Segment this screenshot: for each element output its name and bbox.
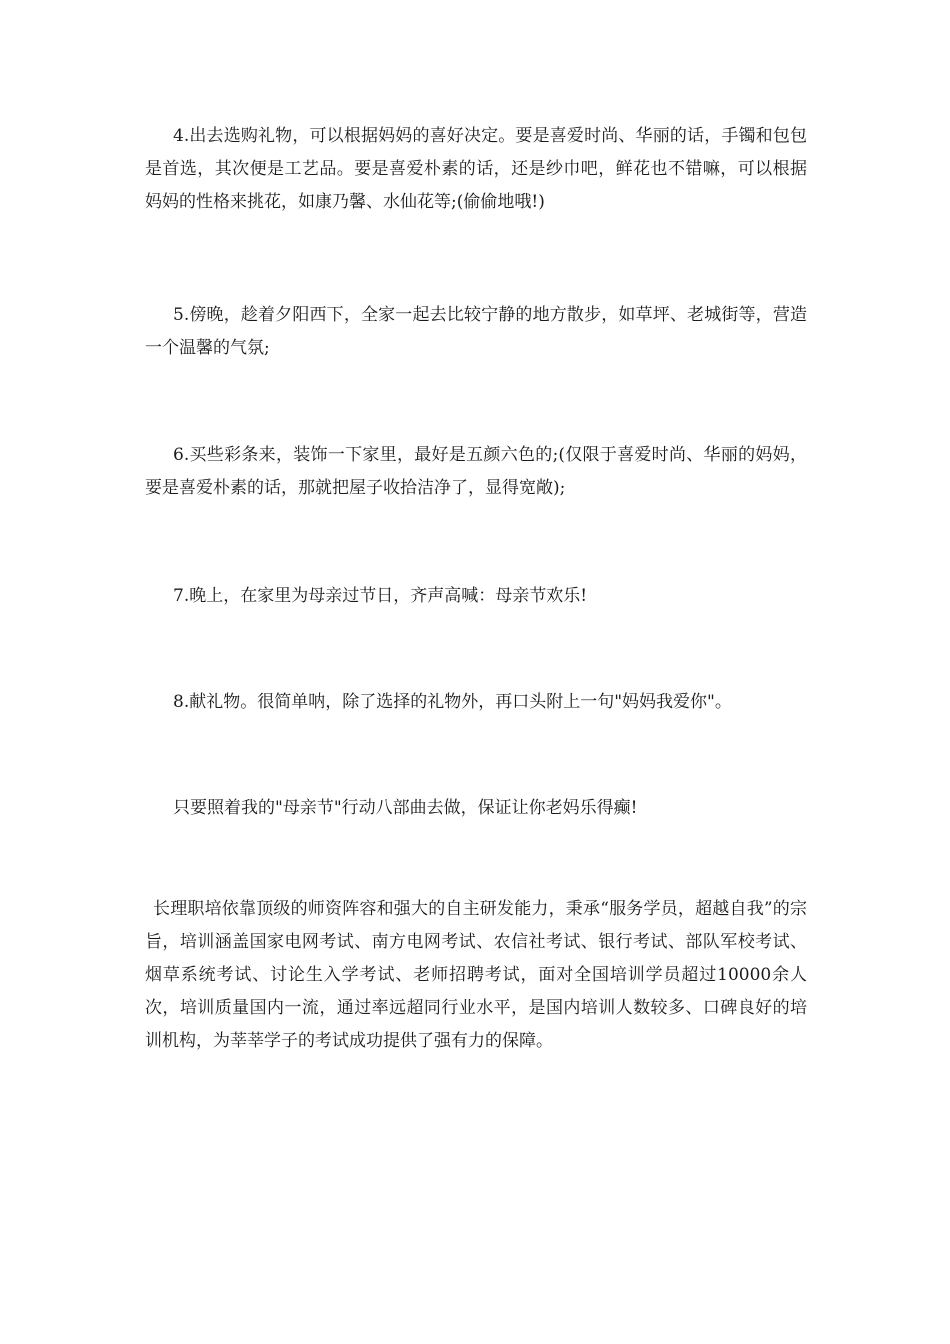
paragraph-conclusion: 只要照着我的"母亲节"行动八部曲去做，保证让你老妈乐得癫! [173, 798, 638, 818]
paragraph-promo: 长理职培依靠顶级的师资阵容和强大的自主研发能力，秉承“服务学员，超越自我”的宗旨，培训涵盖国家电网考试、南方电网考试、农信社考试、银行考试、部队军校考试、烟草系统考试、讨论生入学考试、老师招聘考试，面对全国培训学员超过10000余人次，培训质量国内一流，通过率远超同行业水平，是国内培训人数较多、口碑良好的培训机构，为莘莘学子的考试成功提供了强有力的保障。 [145, 899, 807, 1051]
paragraph-step-6: 6.买些彩条来，装饰一下家里，最好是五颜六色的;(仅限于喜爱时尚、华丽的妈妈，要是喜爱朴素的话，那就把屋子收拾洁净了，显得宽敞); [145, 445, 807, 498]
paragraph-step-4: 4.出去选购礼物，可以根据妈妈的喜好决定。要是喜爱时尚、华丽的话，手镯和包包是首选，其次便是工艺品。要是喜爱朴素的话，还是纱巾吧，鲜花也不错嘛，可以根据妈妈的性格来挑花，如康乃馨、水仙花等;(偷偷地哦!) [145, 126, 807, 212]
paragraph-step-5: 5.傍晚，趁着夕阳西下，全家一起去比较宁静的地方散步，如草坪、老城街等，营造一个温馨的气氛; [145, 305, 807, 358]
paragraph-step-8: 8.献礼物。很简单呐，除了选择的礼物外，再口头附上一句"妈妈我爱你"。 [173, 692, 732, 712]
paragraph-step-7: 7.晚上，在家里为母亲过节日，齐声高喊：母亲节欢乐! [173, 586, 588, 606]
